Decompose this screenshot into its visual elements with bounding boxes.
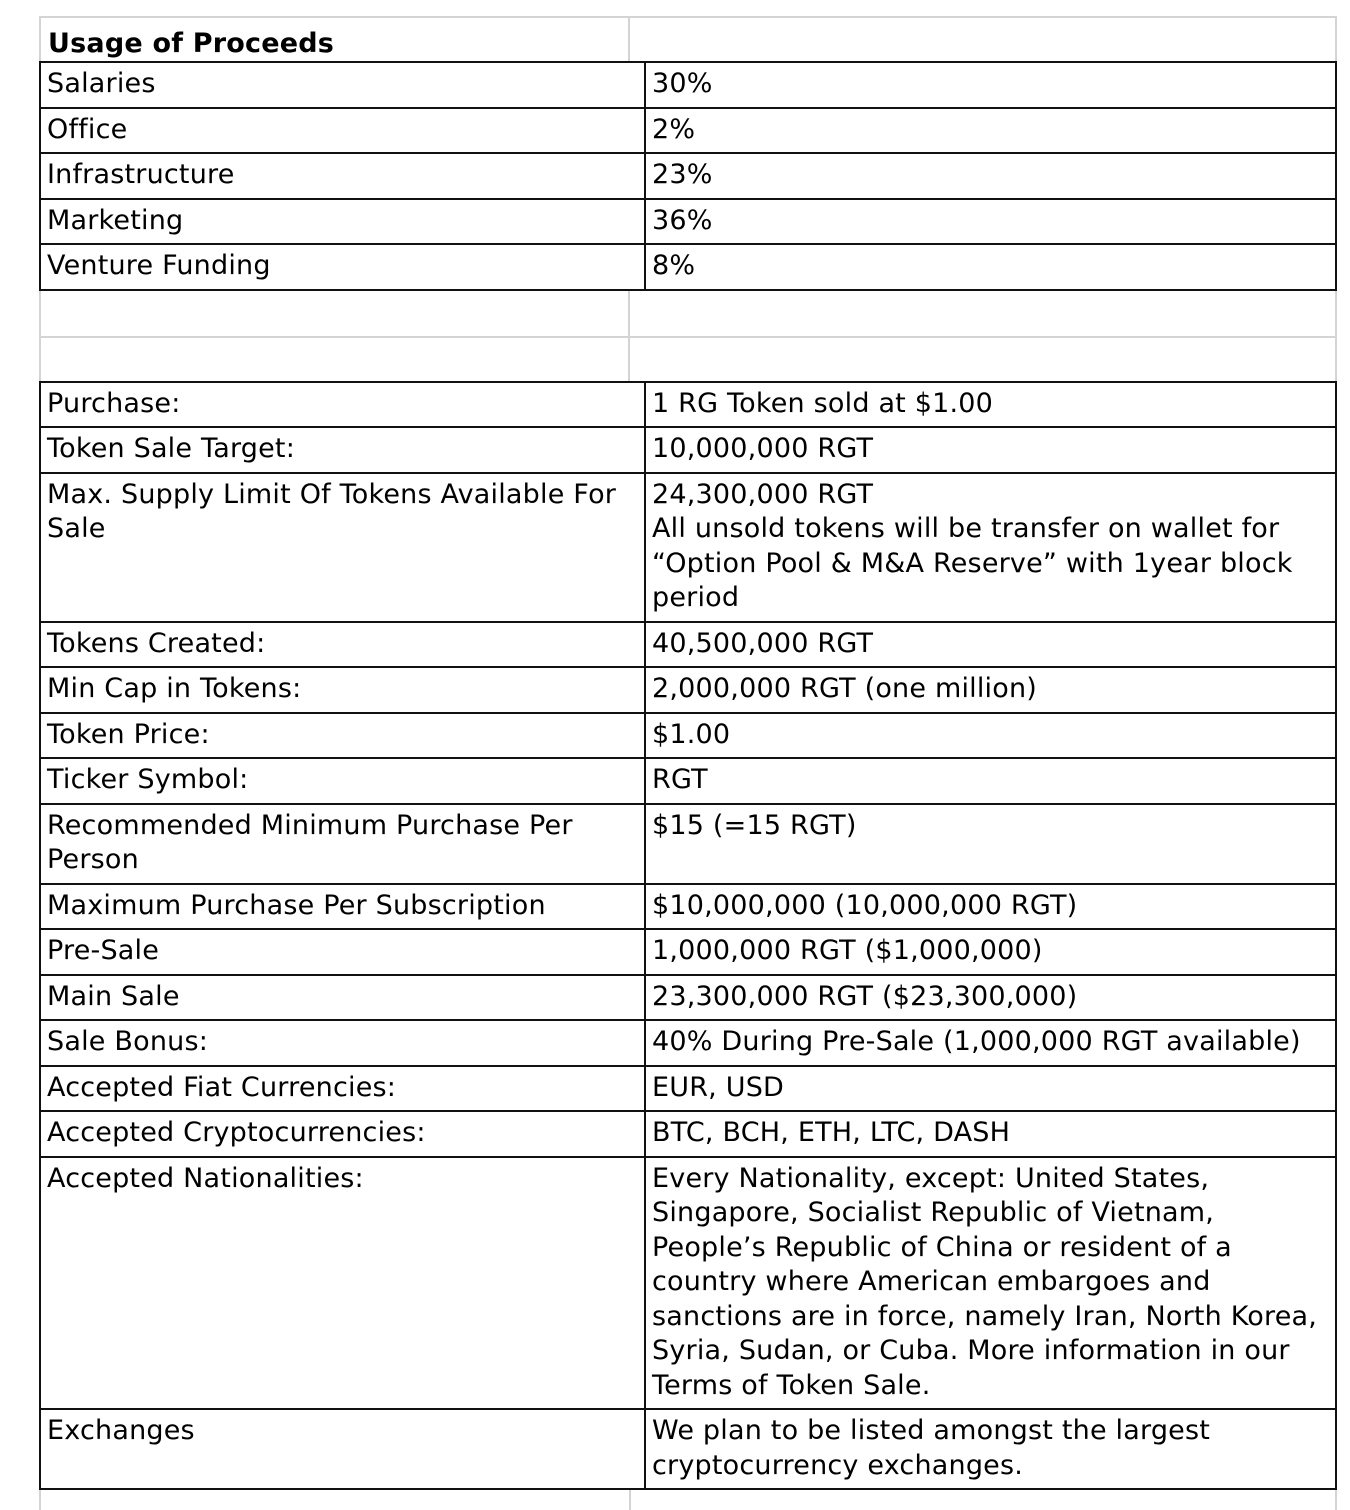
usage-label[interactable]: Venture Funding bbox=[40, 244, 645, 290]
sale-value[interactable]: We plan to be listed amongst the largest cryptocurrency exchanges. bbox=[645, 1409, 1336, 1489]
table-row bbox=[40, 1020, 1336, 1066]
sale-label[interactable]: Exchanges bbox=[40, 1409, 645, 1489]
sale-value[interactable]: BTC, BCH, ETH, LTC, DASH bbox=[645, 1111, 1336, 1157]
usage-value[interactable]: 36% bbox=[645, 199, 1336, 245]
table-row bbox=[40, 1066, 1336, 1112]
sale-label[interactable]: Recommended Minimum Purchase Per Person bbox=[40, 804, 645, 884]
empty-cell[interactable] bbox=[39, 338, 630, 381]
usage-of-proceeds-table bbox=[39, 61, 1337, 291]
sale-label[interactable]: Pre-Sale bbox=[40, 929, 645, 975]
sale-note: All unsold tokens will be transfer on wallet for “Option Pool & M&A Reserve” with 1year block period bbox=[652, 513, 1293, 613]
table-row bbox=[40, 108, 1336, 154]
sale-label[interactable]: Token Price: bbox=[40, 713, 645, 759]
empty-cell[interactable] bbox=[39, 1490, 631, 1510]
table-row bbox=[40, 153, 1336, 199]
spreadsheet bbox=[39, 16, 1337, 1510]
empty-cell[interactable] bbox=[630, 18, 1337, 61]
empty-row bbox=[39, 1490, 1337, 1510]
sale-value-cell[interactable] bbox=[645, 473, 1336, 622]
usage-value[interactable]: 2% bbox=[645, 108, 1336, 154]
sale-value[interactable]: $1.00 bbox=[645, 713, 1336, 759]
table-row bbox=[40, 758, 1336, 804]
sale-value[interactable]: $10,000,000 (10,000,000 RGT) bbox=[645, 884, 1336, 930]
sale-label[interactable]: Main Sale bbox=[40, 975, 645, 1021]
sale-value[interactable]: 40% During Pre-Sale (1,000,000 RGT available) bbox=[645, 1020, 1336, 1066]
usage-value[interactable]: 30% bbox=[645, 62, 1336, 108]
empty-row bbox=[39, 291, 1337, 336]
table-row bbox=[40, 622, 1336, 668]
sale-label[interactable]: Token Sale Target: bbox=[40, 427, 645, 473]
table-row bbox=[40, 199, 1336, 245]
usage-value[interactable]: 8% bbox=[645, 244, 1336, 290]
sale-value[interactable]: 1 RG Token sold at $1.00 bbox=[645, 382, 1336, 428]
usage-title-row bbox=[39, 16, 1337, 61]
table-row bbox=[40, 713, 1336, 759]
sale-value: 24,300,000 RGT bbox=[652, 478, 874, 510]
sale-label[interactable]: Purchase: bbox=[40, 382, 645, 428]
sale-label[interactable]: Min Cap in Tokens: bbox=[40, 667, 645, 713]
table-row bbox=[40, 1157, 1336, 1410]
usage-label[interactable]: Marketing bbox=[40, 199, 645, 245]
empty-cell[interactable] bbox=[630, 291, 1337, 336]
empty-cell[interactable] bbox=[630, 338, 1337, 381]
sale-label[interactable]: Ticker Symbol: bbox=[40, 758, 645, 804]
table-row bbox=[40, 667, 1336, 713]
usage-value[interactable]: 23% bbox=[645, 153, 1336, 199]
usage-label[interactable]: Infrastructure bbox=[40, 153, 645, 199]
sale-value[interactable]: 23,300,000 RGT ($23,300,000) bbox=[645, 975, 1336, 1021]
sale-value[interactable]: 1,000,000 RGT ($1,000,000) bbox=[645, 929, 1336, 975]
sale-label[interactable]: Sale Bonus: bbox=[40, 1020, 645, 1066]
table-row bbox=[40, 62, 1336, 108]
sale-value[interactable]: 10,000,000 RGT bbox=[645, 427, 1336, 473]
table-row bbox=[40, 1111, 1336, 1157]
sale-label[interactable]: Accepted Cryptocurrencies: bbox=[40, 1111, 645, 1157]
sale-value[interactable]: 2,000,000 RGT (one million) bbox=[645, 667, 1336, 713]
empty-cell[interactable] bbox=[39, 291, 630, 336]
sale-value[interactable]: Every Nationality, except: United States, Singapore, Socialist Republic of Vietnam, People’s Republic of China or resident of a country where American embargoes and sanctions are in force, namely Iran, North Korea, Syria, Sudan, or Cuba. More information in our Terms of Token Sale. bbox=[645, 1157, 1336, 1410]
usage-label[interactable]: Salaries bbox=[40, 62, 645, 108]
usage-of-proceeds-title[interactable]: Usage of Proceeds bbox=[39, 18, 630, 61]
empty-cell[interactable] bbox=[631, 1490, 1337, 1510]
usage-label[interactable]: Office bbox=[40, 108, 645, 154]
sale-value[interactable]: RGT bbox=[645, 758, 1336, 804]
table-row bbox=[40, 473, 1336, 622]
sale-label[interactable]: Accepted Nationalities: bbox=[40, 1157, 645, 1410]
sale-value[interactable]: $15 (=15 RGT) bbox=[645, 804, 1336, 884]
token-sale-table bbox=[39, 381, 1337, 1491]
table-row bbox=[40, 929, 1336, 975]
table-row bbox=[40, 804, 1336, 884]
sale-label[interactable]: Accepted Fiat Currencies: bbox=[40, 1066, 645, 1112]
table-row bbox=[40, 427, 1336, 473]
table-row bbox=[40, 382, 1336, 428]
sale-value[interactable]: 40,500,000 RGT bbox=[645, 622, 1336, 668]
table-row bbox=[40, 975, 1336, 1021]
table-row bbox=[40, 1409, 1336, 1489]
sale-label[interactable]: Max. Supply Limit Of Tokens Available For Sale bbox=[40, 473, 645, 622]
table-row bbox=[40, 244, 1336, 290]
sale-value[interactable]: EUR, USD bbox=[645, 1066, 1336, 1112]
empty-row bbox=[39, 336, 1337, 381]
sale-label[interactable]: Tokens Created: bbox=[40, 622, 645, 668]
table-row bbox=[40, 884, 1336, 930]
sale-label[interactable]: Maximum Purchase Per Subscription bbox=[40, 884, 645, 930]
